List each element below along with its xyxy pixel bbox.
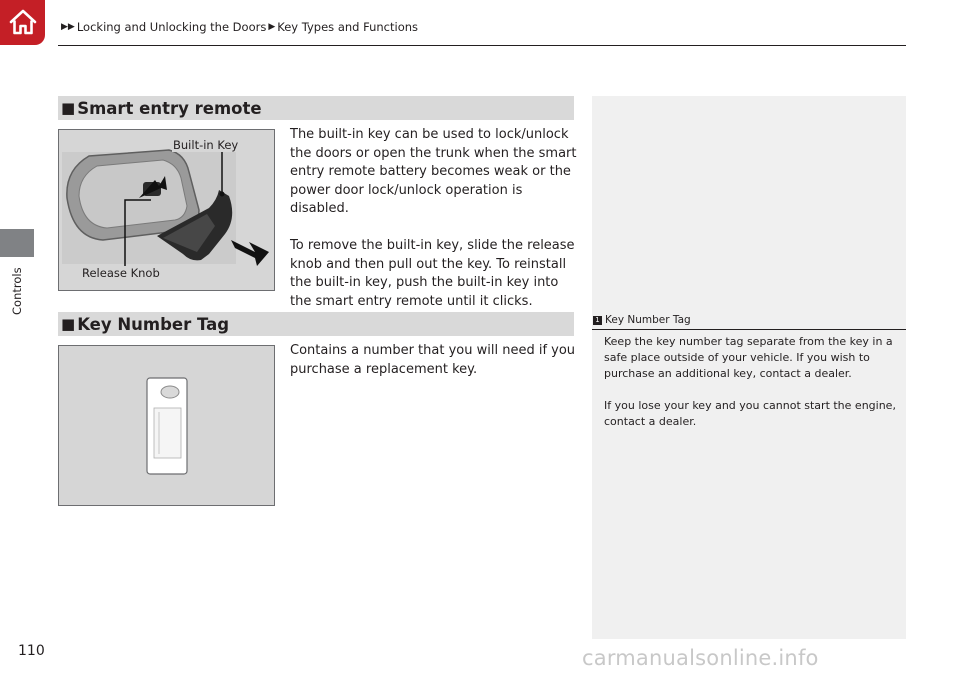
watermark: carmanualsonline.info (582, 646, 819, 670)
chapter-tab-label[interactable]: Controls (10, 267, 24, 315)
paragraph: The built-in key can be used to lock/unlock the doors or open the trunk when the smart entry remote battery becomes weak or the power door lock/unlock operation is disabled. (290, 127, 577, 216)
triangle-right-icon: ▶ (268, 22, 276, 32)
triangle-right-icon: ▶▶ (61, 22, 75, 32)
page-number: 110 (18, 643, 45, 659)
section-heading-smart-entry: ■ Smart entry remote (58, 96, 574, 120)
home-icon (8, 7, 38, 37)
note-title: 1 Key Number Tag (592, 314, 906, 330)
breadcrumb-link-locking[interactable]: Locking and Unlocking the Doors (76, 20, 267, 34)
release-knob-label: Release Knob (82, 266, 160, 280)
black-square-icon: ■ (61, 314, 76, 333)
smart-entry-remote-illustration (58, 129, 275, 291)
key-tag-drawing (59, 346, 275, 506)
breadcrumb-current[interactable]: Key Types and Functions (277, 20, 419, 34)
key-number-tag-illustration (58, 345, 275, 506)
note-paragraph: Keep the key number tag separate from the key in a safe place outside of your vehicle. If you wish to purchase an additional key, contact a dealer. (604, 335, 893, 380)
home-button[interactable] (0, 0, 45, 45)
note-marker-icon: 1 (593, 316, 602, 325)
section-heading-key-number-tag: ■ Key Number Tag (58, 312, 574, 336)
header-divider (58, 45, 906, 46)
paragraph: Contains a number that you will need if you purchase a replacement key. (290, 343, 576, 377)
built-in-key-label: Built-in Key (173, 138, 239, 152)
breadcrumb (61, 20, 418, 34)
key-number-tag-text (290, 342, 578, 379)
chapter-tab-marker[interactable] (0, 229, 34, 257)
paragraph: To remove the built-in key, slide the release knob and then pull out the key. To reinstall the built-in key, push the built-in key into the smart entry remote until it clicks. (290, 238, 575, 309)
note-paragraph: If you lose your key and you cannot start the engine, contact a dealer. (604, 399, 896, 428)
smart-entry-text (290, 126, 578, 311)
black-square-icon: ■ (61, 98, 76, 117)
note-body (604, 334, 900, 430)
